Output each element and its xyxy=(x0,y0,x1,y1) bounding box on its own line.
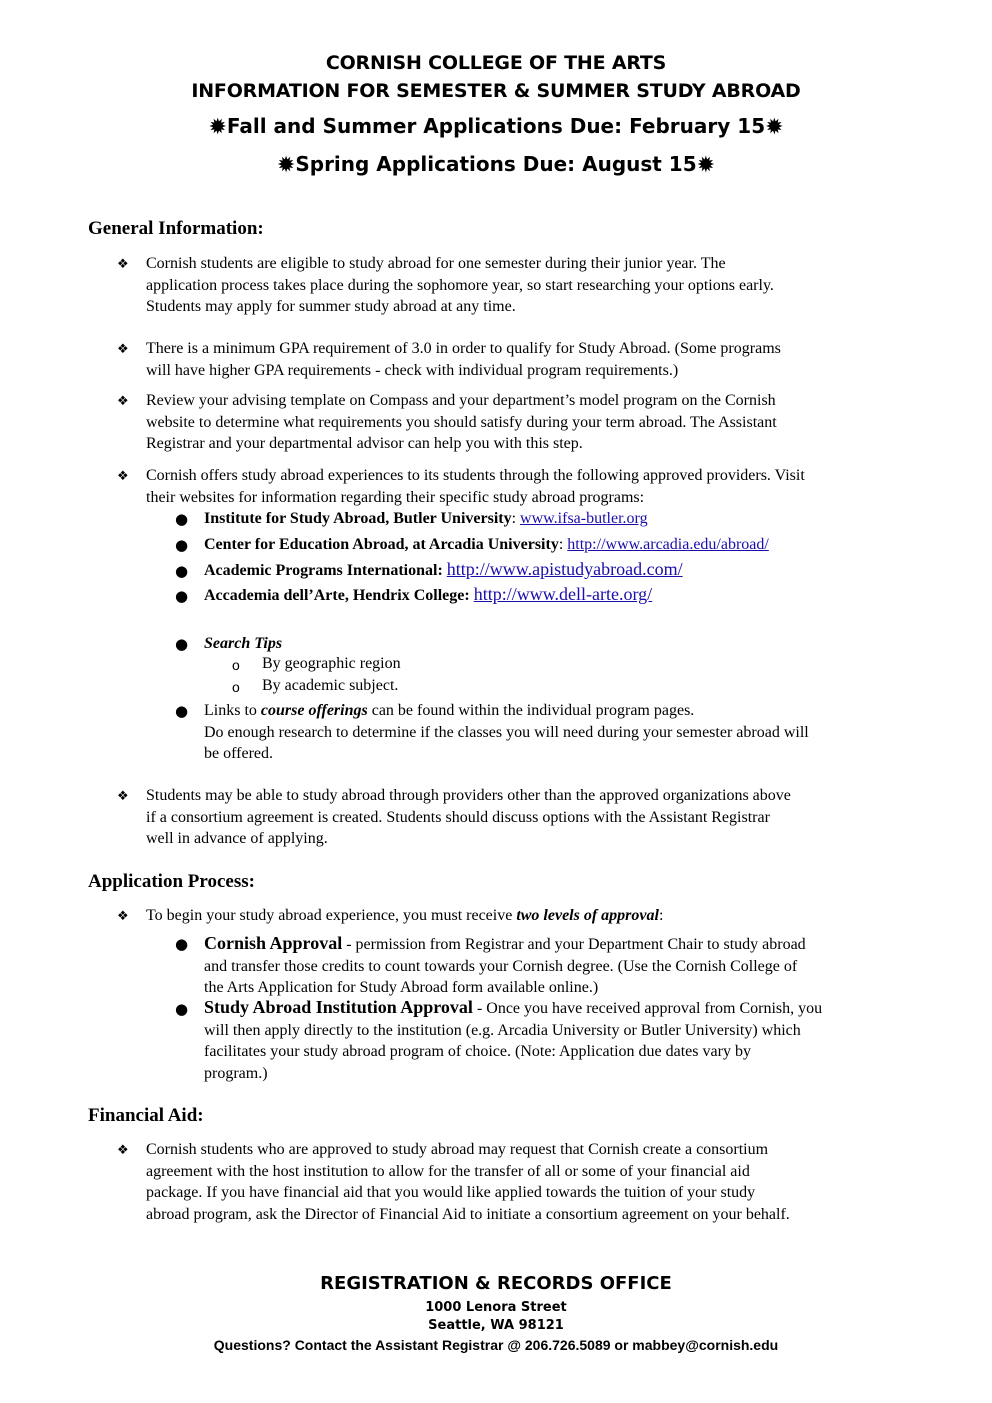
footer-contact: Questions? Contact the Assistant Registrar @ 206.726.5089 or mabbey@cornish.edu xyxy=(213,1337,779,1353)
dot-bullet-icon: ● xyxy=(175,536,189,554)
provider-name: Institute for Study Abroad, Butler University xyxy=(204,510,512,527)
general-paragraph-gpa: There is a minimum GPA requirement of 3.0 in order to qualify for Study Abroad. (Some programs will have higher GPA requirements - check with individual program requirements.) xyxy=(146,340,781,379)
general-paragraph-advising: Review your advising template on Compass and your department’s model program on the Cornish website to determine what requirements you should satisfy during your term abroad. The Assistant Registrar and your departmental advisor can help you with this step. xyxy=(146,392,777,452)
provider-item xyxy=(204,559,683,582)
document-subtitle: INFORMATION FOR SEMESTER & SUMMER STUDY ABROAD xyxy=(191,80,801,102)
diamond-bullet-icon: ❖ xyxy=(117,1143,129,1158)
provider-name: Accademia dell’Arte, Hendrix College: xyxy=(204,587,470,604)
provider-name: Center for Education Abroad, at Arcadia University xyxy=(204,536,559,553)
dot-bullet-icon: ● xyxy=(175,587,189,605)
deadline-fall-summer xyxy=(0,114,992,140)
search-tip-item: By geographic region xyxy=(262,655,401,672)
diamond-bullet-icon: ❖ xyxy=(117,909,129,924)
provider-item: Institute for Study Abroad, Butler University: www.ifsa-butler.org xyxy=(204,510,648,527)
footer-office-name: REGISTRATION & RECORDS OFFICE xyxy=(320,1273,672,1294)
footer-city: Seattle, WA 98121 xyxy=(428,1318,564,1333)
cornish-approval-item: Cornish Approval - permission from Registrar and your Department Chair to study abroad and transfer those credits to count towards your Cornish degree. (Use the Cornish College of the Arts Application for Study Abroad form available online.) xyxy=(204,933,806,996)
financial-paragraph: Cornish students who are approved to study abroad may request that Cornish create a consortium agreement with the host institution to allow for the transfer of all or some of your financial aid package. If you have financial aid that you would like applied towards the tuition of your study abroad program, ask the Director of Financial Aid to initiate a consortium agreement on your behalf. xyxy=(146,1141,790,1223)
provider-item xyxy=(204,584,652,607)
section-heading-application: Application Process: xyxy=(88,871,255,892)
dot-bullet-icon: ● xyxy=(175,510,189,528)
section-heading-financial: Financial Aid: xyxy=(88,1105,204,1126)
dot-bullet-icon: ● xyxy=(175,935,189,953)
course-offerings-note: Links to course offerings can be found within the individual program pages. Do enough research to determine if the classes you will need during your semester abroad will be offered. xyxy=(204,702,809,762)
provider-link[interactable]: www.ifsa-butler.org xyxy=(520,510,648,527)
search-tip-item: By academic subject. xyxy=(262,677,399,694)
general-paragraph-eligibility: Cornish students are eligible to study abroad for one semester during their junior year. The application process takes place during the sophomore year, so start researching your options early. Students may apply for summer study abroad at any time. xyxy=(146,255,774,315)
dot-bullet-icon: ● xyxy=(175,635,189,653)
deadline-spring xyxy=(0,152,992,178)
institution-approval-item: Study Abroad Institution Approval - Once you have received approval from Cornish, you will then apply directly to the institution (e.g. Arcadia University or Butler University) which facilitates your study abroad program of choice. (Note: Application due dates vary by program.) xyxy=(204,997,823,1082)
star-icon: ✹ xyxy=(765,115,784,140)
provider-link[interactable]: http://www.dell-arte.org/ xyxy=(473,584,653,604)
application-intro: To begin your study abroad experience, you must receive two levels of approval: xyxy=(146,907,664,924)
star-icon: ✹ xyxy=(208,115,227,140)
circle-bullet-icon: o xyxy=(232,657,240,673)
provider-name: Academic Programs International: xyxy=(204,562,443,579)
star-icon: ✹ xyxy=(276,153,296,178)
circle-bullet-icon: o xyxy=(232,679,240,695)
provider-link[interactable]: http://www.arcadia.edu/abroad/ xyxy=(567,536,769,553)
section-heading-general: General Information: xyxy=(88,218,264,239)
provider-item: Center for Education Abroad, at Arcadia University: http://www.arcadia.edu/abroad/ xyxy=(204,536,769,553)
diamond-bullet-icon: ❖ xyxy=(117,469,129,484)
document-title: CORNISH COLLEGE OF THE ARTS xyxy=(325,52,667,74)
search-tips-heading: Search Tips xyxy=(204,635,283,652)
dot-bullet-icon: ● xyxy=(175,1000,189,1018)
footer-street: 1000 Lenora Street xyxy=(425,1300,567,1315)
diamond-bullet-icon: ❖ xyxy=(117,394,129,409)
diamond-bullet-icon: ❖ xyxy=(117,257,129,272)
diamond-bullet-icon: ❖ xyxy=(117,342,129,357)
star-icon: ✹ xyxy=(696,153,716,178)
general-paragraph-providers: Cornish offers study abroad experiences to its students through the following approved providers. Visit their websites for information regarding their specific study abroad programs: xyxy=(146,467,805,506)
dot-bullet-icon: ● xyxy=(175,702,189,720)
provider-link[interactable]: http://www.apistudyabroad.com/ xyxy=(446,559,683,579)
institution-approval-label: Study Abroad Institution Approval xyxy=(204,997,473,1017)
deadline-fall-summer-text: Fall and Summer Applications Due: February 15 xyxy=(226,114,766,138)
general-paragraph-consortium: Students may be able to study abroad through providers other than the approved organizations above if a consortium agreement is created. Students should discuss options with the Assistant Registrar well in advance of applying. xyxy=(146,787,791,847)
dot-bullet-icon: ● xyxy=(175,562,189,580)
cornish-approval-label: Cornish Approval xyxy=(204,933,343,953)
deadline-spring-text: Spring Applications Due: August 15 xyxy=(295,152,697,176)
diamond-bullet-icon: ❖ xyxy=(117,789,129,804)
